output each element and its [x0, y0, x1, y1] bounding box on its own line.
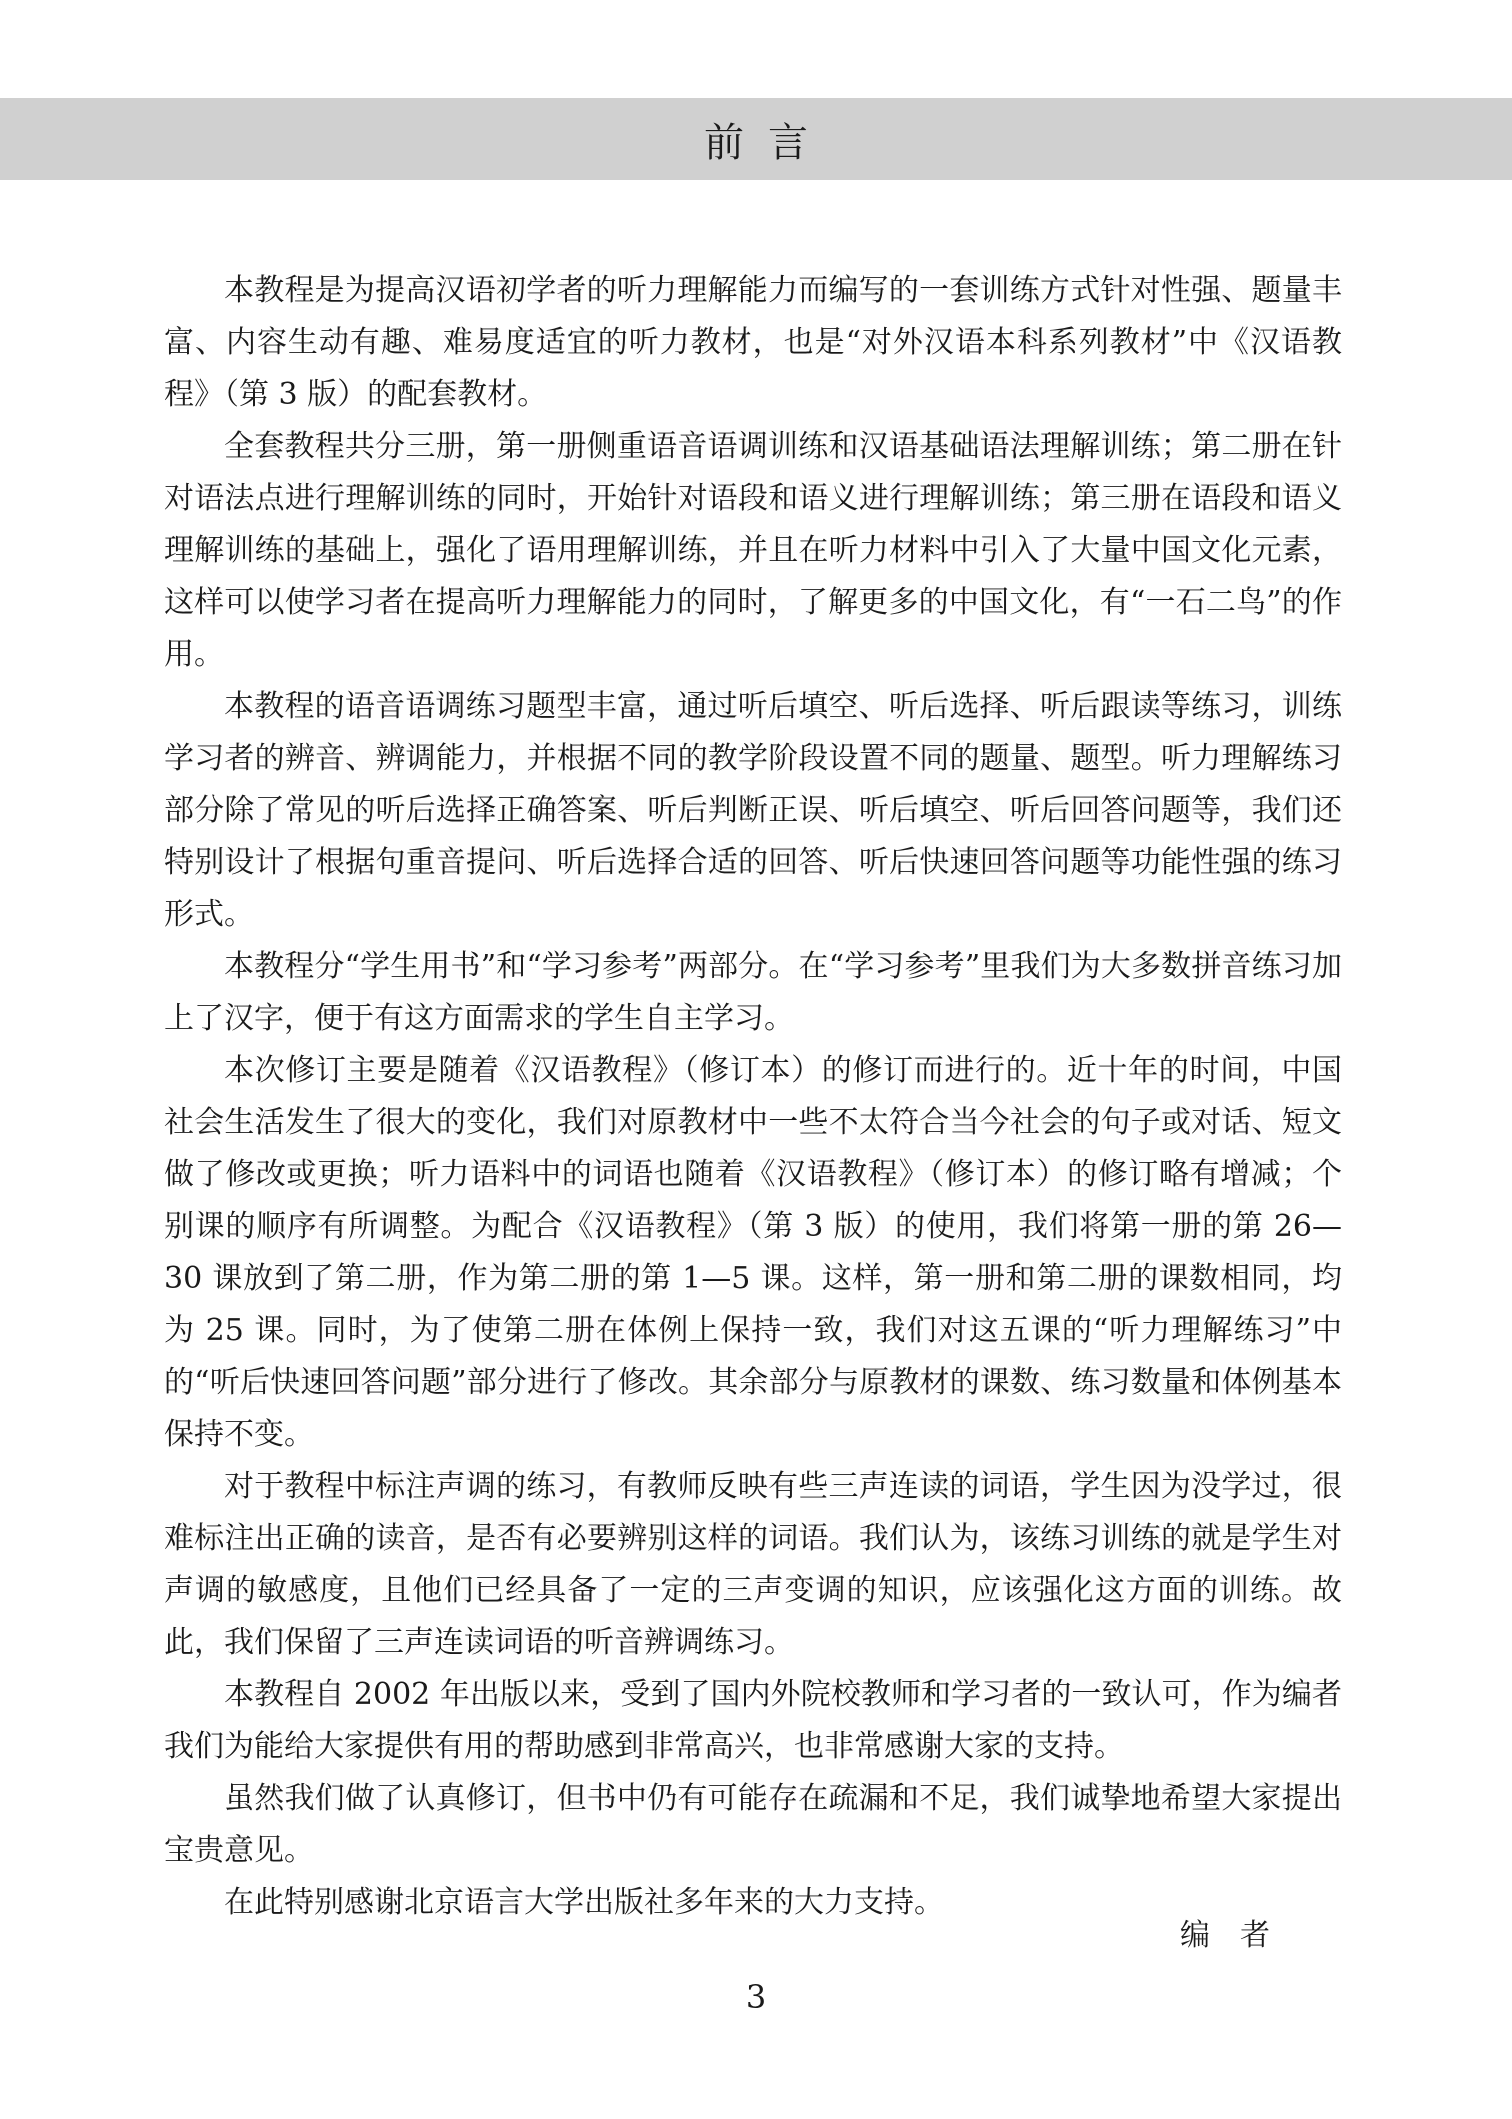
- page-number: 3: [745, 1978, 767, 2016]
- paragraph: 本教程是为提高汉语初学者的听力理解能力而编写的一套训练方式针对性强、题量丰富、内容生动有趣、难易度适宜的听力教材，也是“对外汉语本科系列教材”中《汉语教程》（第 3 版）的配套教材。: [164, 273, 1342, 412]
- paragraph: 本教程自 2002 年出版以来，受到了国内外院校教师和学习者的一致认可，作为编者我们为能给大家提供有用的帮助感到非常高兴，也非常感谢大家的支持。: [164, 1677, 1342, 1764]
- page-title: 前言: [704, 119, 832, 166]
- paragraph: 本次修订主要是随着《汉语教程》（修订本）的修订而进行的。近十年的时间，中国社会生活发生了很大的变化，我们对原教材中一些不太符合当今社会的句子或对话、短文做了修改或更换；听力语料中的词语也随着《汉语教程》（修订本）的修订略有增减；个别课的顺序有所调整。为配合《汉语教程》（第 3 版）的使用，我们将第一册的第 26—30 课放到了第二册，作为第二册的第 1—5 课。这样，第一册和第二册的课数相同，均为 25 课。同时，为了使第二册在体例上保持一致，我们对这五课的“听力理解练习”中的“听后快速回答问题”部分进行了修改。其余部分与原教材的课数、练习数量和体例基本保持不变。: [164, 1053, 1342, 1452]
- paragraph: 在此特别感谢北京语言大学出版社多年来的大力支持。: [224, 1885, 944, 1920]
- paragraph: 本教程的语音语调练习题型丰富，通过听后填空、听后选择、听后跟读等练习，训练学习者的辨音、辨调能力，并根据不同的教学阶段设置不同的题量、题型。听力理解练习部分除了常见的听后选择正确答案、听后判断正误、听后填空、听后回答问题等，我们还特别设计了根据句重音提问、听后选择合适的回答、听后快速回答问题等功能性强的练习形式。: [164, 689, 1342, 932]
- paragraph: 虽然我们做了认真修订，但书中仍有可能存在疏漏和不足，我们诚挚地希望大家提出宝贵意见。: [164, 1781, 1342, 1868]
- paragraph: 对于教程中标注声调的练习，有教师反映有些三声连读的词语，学生因为没学过，很难标注出正确的读音，是否有必要辨别这样的词语。我们认为，该练习训练的就是学生对声调的敏感度，且他们已经具备了一定的三声变调的知识，应该强化这方面的训练。故此，我们保留了三声连读词语的听音辨调练习。: [164, 1469, 1342, 1660]
- paragraph: 全套教程共分三册，第一册侧重语音语调训练和汉语基础语法理解训练；第二册在针对语法点进行理解训练的同时，开始针对语段和语义进行理解训练；第三册在语段和语义理解训练的基础上，强化了语用理解训练，并且在听力材料中引入了大量中国文化元素，这样可以使学习者在提高听力理解能力的同时，了解更多的中国文化，有“一石二鸟”的作用。: [164, 429, 1342, 672]
- paragraph: 本教程分“学生用书”和“学习参考”两部分。在“学习参考”里我们为大多数拼音练习加上了汉字，便于有这方面需求的学生自主学习。: [164, 949, 1342, 1036]
- title-band: [0, 98, 1512, 180]
- preface-body: [164, 265, 1342, 1929]
- author-signature: 编者: [1180, 1918, 1300, 1953]
